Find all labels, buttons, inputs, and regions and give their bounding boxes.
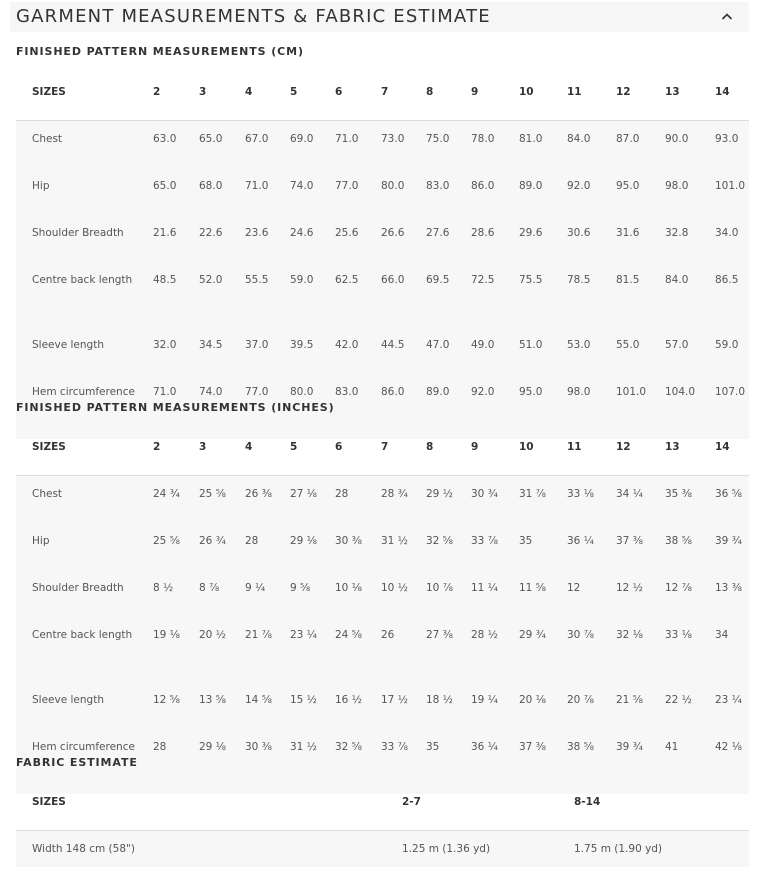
table-header-row (16, 419, 749, 476)
table-cell: 32 ⅝ (426, 523, 471, 570)
table-cell: 38 ⅝ (665, 523, 715, 570)
table-cell: 27 ⅛ (290, 476, 335, 524)
table-cell: 27.6 (426, 215, 471, 262)
column-header-size: 12 (616, 64, 665, 121)
table-header-row (16, 64, 749, 121)
table-cell: 53.0 (567, 327, 616, 374)
table-cell: 95.0 (519, 374, 567, 439)
fabric-estimate-table (16, 774, 749, 867)
row-label: Hem circumference (16, 374, 153, 439)
table-cell: 78.5 (567, 262, 616, 327)
table-cell: 28 ¾ (381, 476, 426, 524)
table-cell: 20 ⅛ (519, 682, 567, 729)
table-cell: 66.0 (381, 262, 426, 327)
row-label: Hem circumference (16, 729, 153, 794)
table-cell: 16 ½ (335, 682, 381, 729)
table-cell: 33 ⅛ (665, 617, 715, 682)
table-cell: 13 ⅝ (199, 682, 245, 729)
column-header-size: 8 (426, 64, 471, 121)
column-header-sizes: SIZES (16, 64, 153, 121)
table-cell: 10 ⅛ (335, 570, 381, 617)
table-cell: 33 ⅞ (381, 729, 426, 794)
table-cell: 86.0 (381, 374, 426, 439)
column-header-size: 2 (153, 64, 199, 121)
table-cell: 30 ¾ (471, 476, 519, 524)
table-cell: 20 ½ (199, 617, 245, 682)
table-cell: 49.0 (471, 327, 519, 374)
table-header-row (16, 774, 749, 831)
row-label: Chest (16, 121, 153, 169)
column-header-size-range: 8-14 (574, 774, 749, 831)
table-cell: 13 ⅜ (715, 570, 749, 617)
table-cell: 32.0 (153, 327, 199, 374)
table-cell: 62.5 (335, 262, 381, 327)
table-cell: 38 ⅝ (567, 729, 616, 794)
column-header-size: 12 (616, 419, 665, 476)
table-cell: 24 ⅝ (335, 617, 381, 682)
table-cell: 69.5 (426, 262, 471, 327)
table-cell: 67.0 (245, 121, 290, 169)
table-cell: 21 ⅞ (245, 617, 290, 682)
table-cell: 71.0 (335, 121, 381, 169)
table-cell: 84.0 (665, 262, 715, 327)
table-cell: 28 (153, 729, 199, 794)
table-cell: 23.6 (245, 215, 290, 262)
table-cell: 39.5 (290, 327, 335, 374)
table-cell: 1.25 m (1.36 yd) (402, 831, 574, 868)
row-label: Chest (16, 476, 153, 524)
column-header-size: 6 (335, 419, 381, 476)
row-label: Centre back length (16, 262, 153, 327)
table-cell: 25 ⅝ (153, 523, 199, 570)
column-header-size: 10 (519, 64, 567, 121)
table-cell: 84.0 (567, 121, 616, 169)
table-cell: 20 ⅞ (567, 682, 616, 729)
column-header-size: 4 (245, 419, 290, 476)
table-cell: 30 ⅜ (335, 523, 381, 570)
column-header-size: 14 (715, 419, 749, 476)
table-cell: 47.0 (426, 327, 471, 374)
table-cell: 35 (426, 729, 471, 794)
column-header-size: 3 (199, 419, 245, 476)
table-cell: 75.0 (426, 121, 471, 169)
table-cell: 87.0 (616, 121, 665, 169)
table-cell: 32 ⅝ (335, 729, 381, 794)
cm-table-title: FINISHED PATTERN MEASUREMENTS (CM) (16, 45, 304, 58)
table-row (16, 617, 749, 682)
table-cell: 27 ⅜ (426, 617, 471, 682)
table-cell: 83.0 (426, 168, 471, 215)
table-cell: 92.0 (567, 168, 616, 215)
column-header-size: 14 (715, 64, 749, 121)
table-cell: 10 ½ (381, 570, 426, 617)
table-cell: 32 ⅛ (616, 617, 665, 682)
table-cell: 26 (381, 617, 426, 682)
section-header[interactable] (10, 2, 749, 32)
table-cell: 28 (245, 523, 290, 570)
column-header-size: 11 (567, 64, 616, 121)
table-cell: 95.0 (616, 168, 665, 215)
table-row (16, 215, 749, 262)
table-cell: 12 ⅝ (153, 682, 199, 729)
table-cell: 30 ⅜ (245, 729, 290, 794)
table-cell: 18 ½ (426, 682, 471, 729)
table-cell: 34.0 (715, 215, 749, 262)
table-cell: 81.0 (519, 121, 567, 169)
table-cell: 39 ¾ (616, 729, 665, 794)
table-cell: 90.0 (665, 121, 715, 169)
table-cell: 36 ⅝ (715, 476, 749, 524)
table-cell: 92.0 (471, 374, 519, 439)
table-cell: 52.0 (199, 262, 245, 327)
table-cell: 14 ⅝ (245, 682, 290, 729)
table-row (16, 121, 749, 169)
row-label: Sleeve length (16, 682, 153, 729)
table-cell: 107.0 (715, 374, 749, 439)
table-cell: 29 ½ (426, 476, 471, 524)
table-cell: 29 ⅛ (290, 523, 335, 570)
table-cell: 69.0 (290, 121, 335, 169)
table-cell: 9 ¼ (245, 570, 290, 617)
table-cell: 22 ½ (665, 682, 715, 729)
column-header-size: 5 (290, 64, 335, 121)
table-cell: 25.6 (335, 215, 381, 262)
table-cell: 23 ¼ (290, 617, 335, 682)
column-header-size: 7 (381, 419, 426, 476)
column-header-size: 5 (290, 419, 335, 476)
table-row (16, 570, 749, 617)
table-cell: 71.0 (245, 168, 290, 215)
table-cell: 24.6 (290, 215, 335, 262)
row-label: Centre back length (16, 617, 153, 682)
table-row (16, 327, 749, 374)
column-header-size: 2 (153, 419, 199, 476)
table-cell: 28 ½ (471, 617, 519, 682)
table-cell: 59.0 (715, 327, 749, 374)
table-cell: 12 ½ (616, 570, 665, 617)
column-header-size: 13 (665, 64, 715, 121)
table-cell: 98.0 (567, 374, 616, 439)
table-cell: 26 ⅜ (245, 476, 290, 524)
table-cell: 98.0 (665, 168, 715, 215)
table-cell: 1.75 m (1.90 yd) (574, 831, 749, 868)
table-cell: 30 ⅞ (567, 617, 616, 682)
table-cell: 104.0 (665, 374, 715, 439)
table-cell: 86.5 (715, 262, 749, 327)
table-cell: 74.0 (199, 374, 245, 439)
column-header-size-range: 2-7 (402, 774, 574, 831)
table-cell: 21.6 (153, 215, 199, 262)
table-cell: 55.0 (616, 327, 665, 374)
table-cell: 31.6 (616, 215, 665, 262)
table-cell: 31 ½ (381, 523, 426, 570)
table-cell: 51.0 (519, 327, 567, 374)
column-header-size: 11 (567, 419, 616, 476)
table-cell: 83.0 (335, 374, 381, 439)
column-header-size: 13 (665, 419, 715, 476)
table-cell: 48.5 (153, 262, 199, 327)
table-cell: 34.5 (199, 327, 245, 374)
table-cell: 44.5 (381, 327, 426, 374)
table-cell: 33 ⅞ (471, 523, 519, 570)
table-cell: 42 ⅛ (715, 729, 749, 794)
table-cell: 21 ⅝ (616, 682, 665, 729)
column-header-size: 3 (199, 64, 245, 121)
table-row (16, 262, 749, 327)
table-cell: 33 ⅛ (567, 476, 616, 524)
cm-measurements-table (16, 64, 749, 439)
table-cell: 55.5 (245, 262, 290, 327)
column-header-size: 9 (471, 419, 519, 476)
table-cell: 57.0 (665, 327, 715, 374)
table-cell: 65.0 (199, 121, 245, 169)
table-cell: 73.0 (381, 121, 426, 169)
row-label: Shoulder Breadth (16, 215, 153, 262)
table-row (16, 831, 749, 868)
column-header-size: 9 (471, 64, 519, 121)
table-row (16, 682, 749, 729)
table-cell: 65.0 (153, 168, 199, 215)
table-cell: 89.0 (426, 374, 471, 439)
column-header-size: 10 (519, 419, 567, 476)
column-header-size: 4 (245, 64, 290, 121)
table-cell: 72.5 (471, 262, 519, 327)
table-cell: 31 ½ (290, 729, 335, 794)
table-cell: 9 ⅝ (290, 570, 335, 617)
table-row (16, 523, 749, 570)
table-cell: 101.0 (616, 374, 665, 439)
table-cell: 31 ⅞ (519, 476, 567, 524)
chevron-up-icon[interactable] (719, 9, 735, 25)
table-cell: 35 (519, 523, 567, 570)
table-cell: 86.0 (471, 168, 519, 215)
table-cell: 25 ⅝ (199, 476, 245, 524)
table-cell: 8 ⅞ (199, 570, 245, 617)
table-cell: 42.0 (335, 327, 381, 374)
table-cell: 59.0 (290, 262, 335, 327)
table-cell: 32.8 (665, 215, 715, 262)
table-cell: 19 ⅛ (153, 617, 199, 682)
table-cell: 75.5 (519, 262, 567, 327)
table-cell: 26.6 (381, 215, 426, 262)
table-cell: 30.6 (567, 215, 616, 262)
column-header-sizes: SIZES (16, 419, 153, 476)
fabric-estimate-title: FABRIC ESTIMATE (16, 756, 138, 769)
table-cell: 80.0 (381, 168, 426, 215)
row-label: Sleeve length (16, 327, 153, 374)
table-row (16, 476, 749, 524)
row-label: Shoulder Breadth (16, 570, 153, 617)
table-cell: 101.0 (715, 168, 749, 215)
table-cell: 15 ½ (290, 682, 335, 729)
table-cell: 63.0 (153, 121, 199, 169)
table-cell: 34 (715, 617, 749, 682)
row-label: Hip (16, 523, 153, 570)
table-cell: 41 (665, 729, 715, 794)
table-cell: 22.6 (199, 215, 245, 262)
inch-table-title: FINISHED PATTERN MEASUREMENTS (INCHES) (16, 401, 335, 414)
table-cell: 12 ⅞ (665, 570, 715, 617)
table-cell: 81.5 (616, 262, 665, 327)
table-cell: 89.0 (519, 168, 567, 215)
table-cell: 77.0 (335, 168, 381, 215)
table-cell: 29 ⅛ (199, 729, 245, 794)
table-cell: 12 (567, 570, 616, 617)
table-cell: 36 ¼ (567, 523, 616, 570)
column-header-size: 8 (426, 419, 471, 476)
column-header-sizes: SIZES (16, 774, 402, 831)
table-cell: 34 ¼ (616, 476, 665, 524)
inch-measurements-table (16, 419, 749, 794)
column-header-size: 7 (381, 64, 426, 121)
table-cell: 29.6 (519, 215, 567, 262)
table-cell: 10 ⅞ (426, 570, 471, 617)
table-cell: 36 ¼ (471, 729, 519, 794)
table-cell: 26 ¾ (199, 523, 245, 570)
table-cell: 28.6 (471, 215, 519, 262)
table-cell: 29 ¾ (519, 617, 567, 682)
page-title: GARMENT MEASUREMENTS & FABRIC ESTIMATE (16, 6, 491, 27)
table-cell: 37.0 (245, 327, 290, 374)
row-label: Hip (16, 168, 153, 215)
table-cell: 28 (335, 476, 381, 524)
table-cell: 93.0 (715, 121, 749, 169)
table-cell: 68.0 (199, 168, 245, 215)
table-cell: 71.0 (153, 374, 199, 439)
table-cell: 77.0 (245, 374, 290, 439)
column-header-size: 6 (335, 64, 381, 121)
table-cell: 19 ¼ (471, 682, 519, 729)
table-cell: 80.0 (290, 374, 335, 439)
table-cell: 37 ⅜ (519, 729, 567, 794)
table-cell: 78.0 (471, 121, 519, 169)
table-cell: 23 ¼ (715, 682, 749, 729)
table-cell: 37 ⅜ (616, 523, 665, 570)
table-cell: 74.0 (290, 168, 335, 215)
table-cell: 11 ⅝ (519, 570, 567, 617)
table-cell: 24 ¾ (153, 476, 199, 524)
table-row (16, 168, 749, 215)
table-cell: 35 ⅜ (665, 476, 715, 524)
table-cell: 8 ½ (153, 570, 199, 617)
row-label: Width 148 cm (58") (16, 831, 402, 868)
table-cell: 11 ¼ (471, 570, 519, 617)
table-cell: 17 ½ (381, 682, 426, 729)
table-cell: 39 ¾ (715, 523, 749, 570)
